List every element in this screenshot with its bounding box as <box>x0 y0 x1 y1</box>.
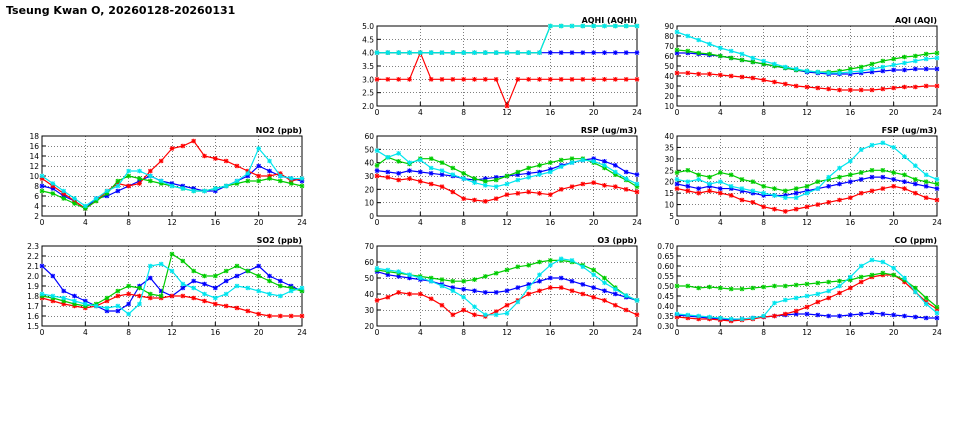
svg-text:0: 0 <box>374 108 380 117</box>
svg-text:8: 8 <box>461 328 467 337</box>
svg-text:0.50: 0.50 <box>657 282 674 291</box>
svg-text:16: 16 <box>845 218 856 227</box>
svg-text:0.60: 0.60 <box>657 262 674 271</box>
svg-text:5.0: 5.0 <box>362 22 374 31</box>
svg-text:RSP (ug/m3): RSP (ug/m3) <box>580 126 637 135</box>
svg-text:20: 20 <box>888 108 899 117</box>
svg-text:16: 16 <box>545 108 556 117</box>
svg-text:0.35: 0.35 <box>657 312 674 321</box>
svg-text:30: 30 <box>664 82 674 91</box>
chart-panel-aqhi <box>345 14 645 124</box>
svg-text:12: 12 <box>502 328 512 337</box>
svg-text:8: 8 <box>126 218 132 227</box>
svg-text:24: 24 <box>632 218 642 227</box>
svg-text:0: 0 <box>674 108 680 117</box>
svg-text:20: 20 <box>364 185 374 195</box>
svg-text:20: 20 <box>588 328 599 337</box>
svg-text:20: 20 <box>664 177 674 187</box>
svg-text:2: 2 <box>34 212 39 221</box>
svg-text:20: 20 <box>253 328 264 337</box>
chart-panel-so2 <box>10 234 310 344</box>
svg-text:70: 70 <box>664 42 674 51</box>
svg-text:3.0: 3.0 <box>362 75 374 85</box>
svg-text:FSP (ug/m3): FSP (ug/m3) <box>881 126 937 135</box>
svg-text:24: 24 <box>632 108 642 117</box>
svg-text:5: 5 <box>669 212 674 221</box>
svg-text:40: 40 <box>364 290 374 299</box>
svg-text:2.1: 2.1 <box>27 262 39 271</box>
svg-text:0.65: 0.65 <box>657 252 674 261</box>
svg-text:10: 10 <box>364 198 374 208</box>
svg-text:8: 8 <box>461 108 467 117</box>
svg-text:20: 20 <box>253 218 264 227</box>
svg-text:30: 30 <box>664 154 674 164</box>
svg-text:0: 0 <box>374 218 380 227</box>
svg-text:8: 8 <box>461 218 467 227</box>
svg-text:20: 20 <box>588 108 599 117</box>
svg-text:12: 12 <box>167 328 177 337</box>
svg-text:1.6: 1.6 <box>27 312 39 321</box>
svg-text:25: 25 <box>664 166 674 176</box>
svg-text:12: 12 <box>802 108 812 117</box>
svg-text:16: 16 <box>210 328 221 337</box>
svg-text:35: 35 <box>664 143 674 153</box>
svg-text:0: 0 <box>39 328 45 337</box>
svg-text:4: 4 <box>717 328 723 337</box>
svg-text:4: 4 <box>417 108 423 117</box>
svg-text:SO2 (ppb): SO2 (ppb) <box>256 236 302 245</box>
svg-text:30: 30 <box>364 306 374 315</box>
svg-text:0.30: 0.30 <box>657 322 674 331</box>
svg-text:1.7: 1.7 <box>27 302 39 311</box>
svg-text:2.0: 2.0 <box>362 102 374 111</box>
svg-text:4: 4 <box>34 202 39 211</box>
page-title: Tseung Kwan O, 20260128-20260131 <box>6 4 236 17</box>
svg-text:80: 80 <box>664 32 674 41</box>
svg-text:4.5: 4.5 <box>362 35 374 45</box>
svg-text:6: 6 <box>34 192 39 201</box>
svg-text:60: 60 <box>364 132 374 141</box>
svg-text:12: 12 <box>167 218 177 227</box>
svg-text:0: 0 <box>674 218 680 227</box>
svg-text:10: 10 <box>664 102 674 111</box>
svg-text:4: 4 <box>82 218 88 227</box>
svg-text:12: 12 <box>502 108 512 117</box>
svg-text:16: 16 <box>545 218 556 227</box>
svg-text:4: 4 <box>717 108 723 117</box>
chart-panel-aqi <box>645 14 945 124</box>
svg-text:18: 18 <box>29 132 39 141</box>
svg-text:50: 50 <box>364 274 374 283</box>
svg-text:0: 0 <box>39 218 45 227</box>
svg-text:20: 20 <box>888 328 899 337</box>
svg-text:16: 16 <box>29 142 39 151</box>
svg-text:0.55: 0.55 <box>657 272 674 281</box>
svg-text:12: 12 <box>29 162 39 171</box>
svg-text:8: 8 <box>34 182 39 191</box>
svg-text:12: 12 <box>802 328 812 337</box>
svg-text:10: 10 <box>664 200 674 210</box>
svg-text:40: 40 <box>364 158 374 168</box>
svg-text:2.2: 2.2 <box>27 252 39 261</box>
svg-text:12: 12 <box>802 218 812 227</box>
svg-text:4: 4 <box>417 328 423 337</box>
svg-text:40: 40 <box>664 72 674 81</box>
svg-text:16: 16 <box>845 108 856 117</box>
svg-text:0.40: 0.40 <box>657 302 674 311</box>
svg-text:24: 24 <box>932 108 942 117</box>
svg-text:30: 30 <box>364 172 374 181</box>
svg-text:24: 24 <box>632 328 642 337</box>
svg-text:20: 20 <box>888 218 899 227</box>
chart-panel-o3 <box>345 234 645 344</box>
svg-text:60: 60 <box>364 258 374 267</box>
svg-text:0.45: 0.45 <box>657 292 674 301</box>
svg-text:4: 4 <box>717 218 723 227</box>
svg-text:AQHI (AQHI): AQHI (AQHI) <box>581 16 637 25</box>
svg-text:50: 50 <box>664 62 674 71</box>
svg-text:AQI (AQI): AQI (AQI) <box>894 16 937 25</box>
svg-text:4: 4 <box>417 218 423 227</box>
svg-text:15: 15 <box>664 189 674 199</box>
svg-text:24: 24 <box>932 328 942 337</box>
svg-text:8: 8 <box>761 218 767 227</box>
svg-text:10: 10 <box>29 172 39 181</box>
svg-text:16: 16 <box>845 328 856 337</box>
svg-text:4: 4 <box>82 328 88 337</box>
svg-text:0: 0 <box>369 212 374 221</box>
svg-text:90: 90 <box>664 22 674 31</box>
svg-text:1.9: 1.9 <box>27 282 39 291</box>
svg-text:16: 16 <box>545 328 556 337</box>
svg-text:2.5: 2.5 <box>362 88 374 98</box>
svg-text:1.5: 1.5 <box>27 322 39 331</box>
svg-text:2.3: 2.3 <box>27 242 39 251</box>
svg-text:1.8: 1.8 <box>27 292 39 301</box>
svg-text:60: 60 <box>664 52 674 61</box>
svg-text:O3 (ppb): O3 (ppb) <box>597 236 637 245</box>
svg-text:20: 20 <box>588 218 599 227</box>
svg-text:0: 0 <box>674 328 680 337</box>
svg-text:50: 50 <box>364 145 374 155</box>
svg-text:4.0: 4.0 <box>362 48 374 58</box>
svg-text:40: 40 <box>664 132 674 141</box>
svg-text:20: 20 <box>364 322 374 331</box>
svg-text:2.0: 2.0 <box>27 272 39 281</box>
svg-text:24: 24 <box>297 218 307 227</box>
svg-text:0: 0 <box>374 328 380 337</box>
chart-panel-rsp <box>345 124 645 234</box>
svg-text:24: 24 <box>297 328 307 337</box>
svg-text:14: 14 <box>29 152 39 161</box>
svg-text:NO2 (ppb): NO2 (ppb) <box>255 126 302 135</box>
svg-text:70: 70 <box>364 242 374 251</box>
svg-text:8: 8 <box>761 328 767 337</box>
svg-text:8: 8 <box>761 108 767 117</box>
svg-text:3.5: 3.5 <box>362 62 374 71</box>
chart-panel-fsp <box>645 124 945 234</box>
svg-text:12: 12 <box>502 218 512 227</box>
chart-panel-co <box>645 234 945 344</box>
svg-text:0.70: 0.70 <box>657 242 674 251</box>
svg-text:16: 16 <box>210 218 221 227</box>
svg-text:20: 20 <box>664 92 674 101</box>
svg-text:24: 24 <box>932 218 942 227</box>
svg-text:CO (ppm): CO (ppm) <box>894 236 937 245</box>
chart-panel-no2 <box>10 124 310 234</box>
svg-text:8: 8 <box>126 328 132 337</box>
